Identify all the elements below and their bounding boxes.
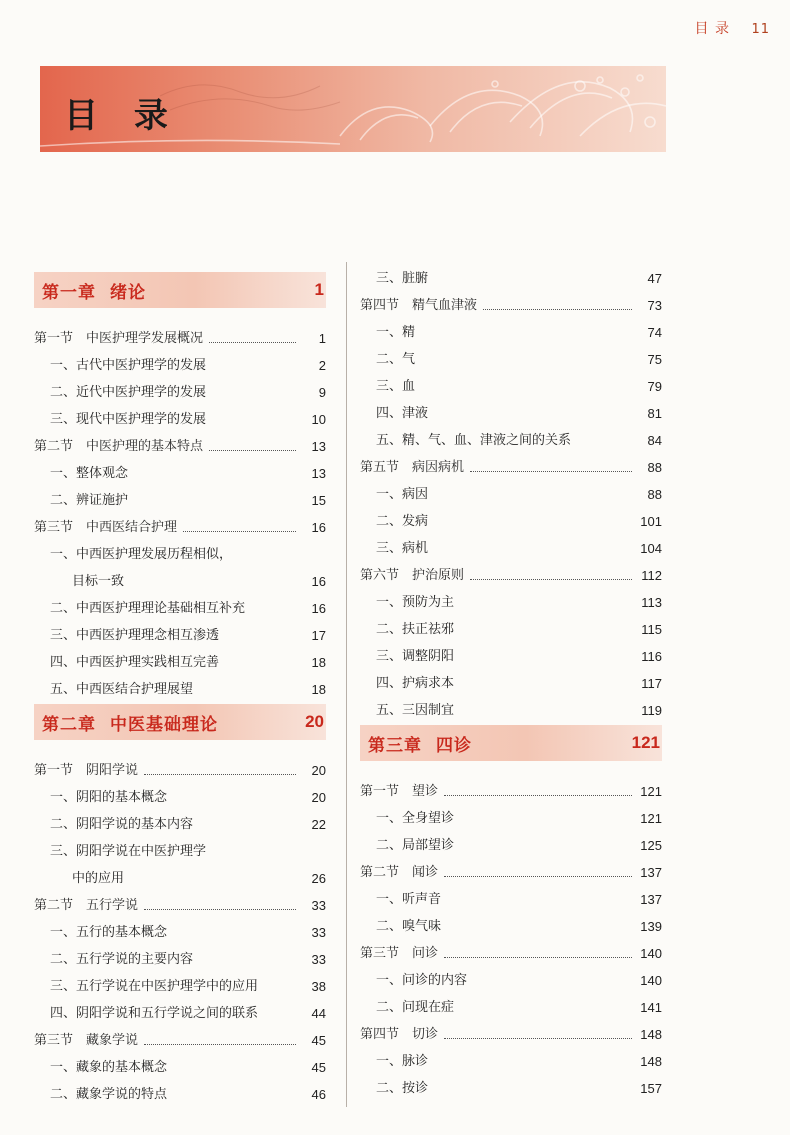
entry-title: 五、中西医结合护理展望 — [50, 682, 194, 697]
section-title: 第三节 问诊 — [360, 946, 439, 961]
running-head-title: 目 录 — [694, 21, 730, 37]
page-number: 18 — [311, 655, 326, 670]
toc-entry[interactable] — [34, 401, 326, 428]
toc-section-entry[interactable] — [360, 557, 662, 584]
dot-leader — [144, 909, 296, 910]
page-number: 117 — [641, 676, 662, 691]
page-number: 9 — [318, 385, 326, 400]
toc-left-column — [34, 266, 326, 1103]
entry-title: 二、辨证施护 — [50, 493, 129, 508]
toc-entry[interactable] — [360, 665, 662, 692]
toc-entry[interactable] — [34, 833, 326, 860]
entry-title: 一、全身望诊 — [376, 811, 455, 826]
page-number: 139 — [640, 919, 662, 934]
toc-section-entry[interactable] — [34, 752, 326, 779]
chapter-label — [42, 710, 218, 735]
entry-title: 四、中西医护理实践相互完善 — [50, 655, 220, 670]
section-title: 第二节 闻诊 — [360, 865, 439, 880]
entry-title: 二、中西医护理理论基础相互补充 — [50, 601, 246, 616]
entry-title: 三、血 — [376, 379, 416, 394]
chapter-heading[interactable] — [34, 704, 326, 740]
toc-entry[interactable] — [360, 1043, 662, 1070]
entry-title: 中的应用 — [72, 871, 125, 886]
page-number: 20 — [311, 790, 326, 805]
toc-entry[interactable] — [360, 1070, 662, 1097]
chapter-heading[interactable] — [360, 725, 662, 761]
toc-entry[interactable] — [360, 422, 662, 449]
entry-title: 一、藏象的基本概念 — [50, 1060, 168, 1075]
toc-entry[interactable] — [360, 395, 662, 422]
dot-leader — [444, 795, 632, 796]
page-number: 74 — [647, 325, 662, 340]
page-number: 16 — [311, 520, 326, 535]
entry-title: 三、调整阴阳 — [376, 649, 455, 664]
entry-title: 三、中西医护理理念相互渗透 — [50, 628, 220, 643]
entry-title: 三、病机 — [376, 541, 429, 556]
toc-section-entry[interactable] — [34, 887, 326, 914]
toc-section-entry[interactable] — [360, 854, 662, 881]
toc-title: 目 录 — [64, 96, 180, 136]
page-number: 45 — [311, 1060, 326, 1075]
toc-entry[interactable] — [34, 806, 326, 833]
toc-entry[interactable] — [34, 644, 326, 671]
title-banner — [40, 66, 666, 152]
page-number: 125 — [640, 838, 662, 853]
entry-title: 五、三因制宜 — [376, 703, 455, 718]
dot-leader — [144, 774, 296, 775]
section-title: 第三节 藏象学说 — [34, 1033, 139, 1048]
page-number: 121 — [640, 811, 662, 826]
entry-title: 三、现代中医护理学的发展 — [50, 412, 207, 427]
entry-title: 一、中西医护理发展历程相似， — [50, 547, 233, 562]
entry-title: 二、按诊 — [376, 1081, 429, 1096]
page-number: 148 — [640, 1054, 662, 1069]
running-head-page-number: 11 — [751, 22, 770, 37]
page-number: 46 — [311, 1087, 326, 1102]
entry-title: 一、整体观念 — [50, 466, 129, 481]
page-number: 38 — [311, 979, 326, 994]
chapter-label — [368, 731, 472, 756]
page-number: 104 — [640, 541, 662, 556]
entry-title: 三、阴阳学说在中医护理学 — [50, 844, 207, 859]
dot-leader — [444, 876, 632, 877]
section-title: 第六节 护治原则 — [360, 568, 465, 583]
chapter-page-number: 121 — [631, 733, 660, 752]
page-number: 16 — [311, 574, 326, 589]
entry-title: 二、扶正祛邪 — [376, 622, 455, 637]
chapter-number-label: 第一章 — [42, 282, 96, 303]
page-number: 15 — [311, 493, 326, 508]
toc-entry[interactable] — [360, 962, 662, 989]
page-number: 121 — [640, 784, 662, 799]
toc-entry[interactable] — [360, 611, 662, 638]
toc-entry[interactable] — [34, 347, 326, 374]
entry-title: 四、阴阳学说和五行学说之间的联系 — [50, 1006, 259, 1021]
toc-entry[interactable] — [360, 584, 662, 611]
page-number: 101 — [640, 514, 662, 529]
toc-entry[interactable] — [360, 503, 662, 530]
page-number: 18 — [311, 682, 326, 697]
toc-section-entry[interactable] — [34, 509, 326, 536]
toc-section-entry[interactable] — [360, 287, 662, 314]
page-number: 88 — [647, 487, 662, 502]
page-number: 88 — [647, 460, 662, 475]
toc-entry[interactable] — [360, 368, 662, 395]
page-number: 137 — [640, 892, 662, 907]
page-number: 33 — [311, 898, 326, 913]
entry-title: 一、问诊的内容 — [376, 973, 468, 988]
entry-title: 二、近代中医护理学的发展 — [50, 385, 207, 400]
entry-title: 一、听声音 — [376, 892, 442, 907]
page-number: 115 — [641, 622, 662, 637]
section-title: 第二节 五行学说 — [34, 898, 139, 913]
toc-entry[interactable] — [34, 1049, 326, 1076]
toc-section-entry[interactable] — [34, 428, 326, 455]
toc-entry[interactable] — [34, 455, 326, 482]
entry-title: 三、脏腑 — [376, 271, 429, 286]
chapter-name: 四诊 — [436, 735, 472, 756]
entry-title: 四、护病求本 — [376, 676, 455, 691]
toc-section-entry[interactable] — [360, 449, 662, 476]
toc-entry[interactable] — [34, 563, 326, 590]
toc-entry[interactable] — [34, 1076, 326, 1103]
page-number: 112 — [641, 568, 662, 583]
entry-title: 一、古代中医护理学的发展 — [50, 358, 207, 373]
entry-title: 四、津液 — [376, 406, 429, 421]
page-number: 2 — [318, 358, 326, 373]
toc-entry[interactable] — [360, 800, 662, 827]
chapter-label — [42, 278, 146, 303]
section-title: 第三节 中西医结合护理 — [34, 520, 178, 535]
section-title: 第五节 病因病机 — [360, 460, 465, 475]
page-number: 81 — [647, 406, 662, 421]
entry-title: 二、发病 — [376, 514, 429, 529]
toc-entry[interactable] — [360, 260, 662, 287]
page-number: 137 — [640, 865, 662, 880]
page-number: 44 — [311, 1006, 326, 1021]
chapter-name: 中医基础理论 — [110, 714, 218, 735]
page-number: 45 — [311, 1033, 326, 1048]
toc-entry[interactable] — [34, 590, 326, 617]
dot-leader — [444, 957, 632, 958]
page-number: 47 — [647, 271, 662, 286]
page-number: 16 — [311, 601, 326, 616]
running-head — [695, 18, 770, 38]
page-number: 33 — [311, 952, 326, 967]
entry-title: 目标一致 — [72, 574, 125, 589]
entry-title: 一、精 — [376, 325, 416, 340]
chapter-heading[interactable] — [34, 272, 326, 308]
toc-entry[interactable] — [360, 827, 662, 854]
page-number: 140 — [640, 946, 662, 961]
dot-leader — [209, 342, 296, 343]
entry-title: 二、五行学说的主要内容 — [50, 952, 194, 967]
page-number: 1 — [318, 331, 326, 346]
entry-title: 二、阴阳学说的基本内容 — [50, 817, 194, 832]
page-number: 13 — [311, 466, 326, 481]
toc-entry[interactable] — [360, 692, 662, 719]
chapter-number-label: 第二章 — [42, 714, 96, 735]
dot-leader — [183, 531, 296, 532]
entry-title: 二、问现在症 — [376, 1000, 455, 1015]
page-number: 84 — [647, 433, 662, 448]
entry-title: 一、预防为主 — [376, 595, 455, 610]
entry-title: 五、精、气、血、津液之间的关系 — [376, 433, 572, 448]
page-number: 140 — [640, 973, 662, 988]
entry-title: 二、局部望诊 — [376, 838, 455, 853]
section-title: 第一节 中医护理学发展概况 — [34, 331, 204, 346]
page-number: 26 — [311, 871, 326, 886]
dot-leader — [470, 579, 632, 580]
page-number: 157 — [640, 1081, 662, 1096]
entry-title: 一、阴阳的基本概念 — [50, 790, 168, 805]
toc-entry[interactable] — [34, 617, 326, 644]
entry-title: 一、五行的基本概念 — [50, 925, 168, 940]
toc-entry[interactable] — [34, 374, 326, 401]
page-number: 148 — [640, 1027, 662, 1042]
toc-section-entry[interactable] — [34, 320, 326, 347]
entry-title: 二、嗅气味 — [376, 919, 442, 934]
toc-entry[interactable] — [360, 476, 662, 503]
section-title: 第四节 切诊 — [360, 1027, 439, 1042]
dot-leader — [144, 1044, 296, 1045]
toc-entry[interactable] — [360, 908, 662, 935]
page-number: 20 — [311, 763, 326, 778]
column-divider — [346, 262, 347, 1107]
entry-title: 三、五行学说在中医护理学中的应用 — [50, 979, 259, 994]
page-number: 22 — [311, 817, 326, 832]
page-number: 79 — [647, 379, 662, 394]
page-number: 119 — [641, 703, 662, 718]
chapter-page-number: 20 — [305, 712, 324, 731]
toc-section-entry[interactable] — [360, 935, 662, 962]
page-number: 116 — [641, 649, 662, 664]
page-number: 13 — [311, 439, 326, 454]
toc-entry[interactable] — [360, 989, 662, 1016]
toc-entry[interactable] — [34, 482, 326, 509]
toc-section-entry[interactable] — [34, 1022, 326, 1049]
dot-leader — [483, 309, 632, 310]
toc-entry[interactable] — [34, 914, 326, 941]
toc-entry[interactable] — [360, 341, 662, 368]
page-number: 113 — [641, 595, 662, 610]
toc-entry[interactable] — [34, 779, 326, 806]
section-title: 第一节 望诊 — [360, 784, 439, 799]
page-number: 33 — [311, 925, 326, 940]
page-number: 17 — [311, 628, 326, 643]
toc-entry[interactable] — [360, 314, 662, 341]
toc-entry[interactable] — [34, 671, 326, 698]
chapter-page-number: 1 — [314, 280, 324, 299]
section-title: 第一节 阴阳学说 — [34, 763, 139, 778]
chapter-name: 绪论 — [110, 282, 146, 303]
page-number: 141 — [640, 1000, 662, 1015]
toc-entry[interactable] — [360, 638, 662, 665]
toc-entry[interactable] — [34, 536, 326, 563]
chapter-number-label: 第三章 — [368, 735, 422, 756]
entry-title: 一、病因 — [376, 487, 429, 502]
dot-leader — [470, 471, 632, 472]
page-number: 73 — [647, 298, 662, 313]
toc-entry[interactable] — [360, 530, 662, 557]
toc-right-column — [360, 260, 662, 1097]
section-title: 第四节 精气血津液 — [360, 298, 478, 313]
toc-section-entry[interactable] — [360, 1016, 662, 1043]
toc-entry[interactable] — [34, 941, 326, 968]
entry-title: 二、气 — [376, 352, 416, 367]
dot-leader — [209, 450, 296, 451]
toc-entry[interactable] — [34, 968, 326, 995]
dot-leader — [444, 1038, 632, 1039]
section-title: 第二节 中医护理的基本特点 — [34, 439, 204, 454]
toc-section-entry[interactable] — [360, 773, 662, 800]
toc-entry[interactable] — [360, 881, 662, 908]
toc-entry[interactable] — [34, 995, 326, 1022]
entry-title: 一、脉诊 — [376, 1054, 429, 1069]
entry-title: 二、藏象学说的特点 — [50, 1087, 168, 1102]
page-number: 10 — [311, 412, 326, 427]
toc-entry[interactable] — [34, 860, 326, 887]
page-number: 75 — [647, 352, 662, 367]
